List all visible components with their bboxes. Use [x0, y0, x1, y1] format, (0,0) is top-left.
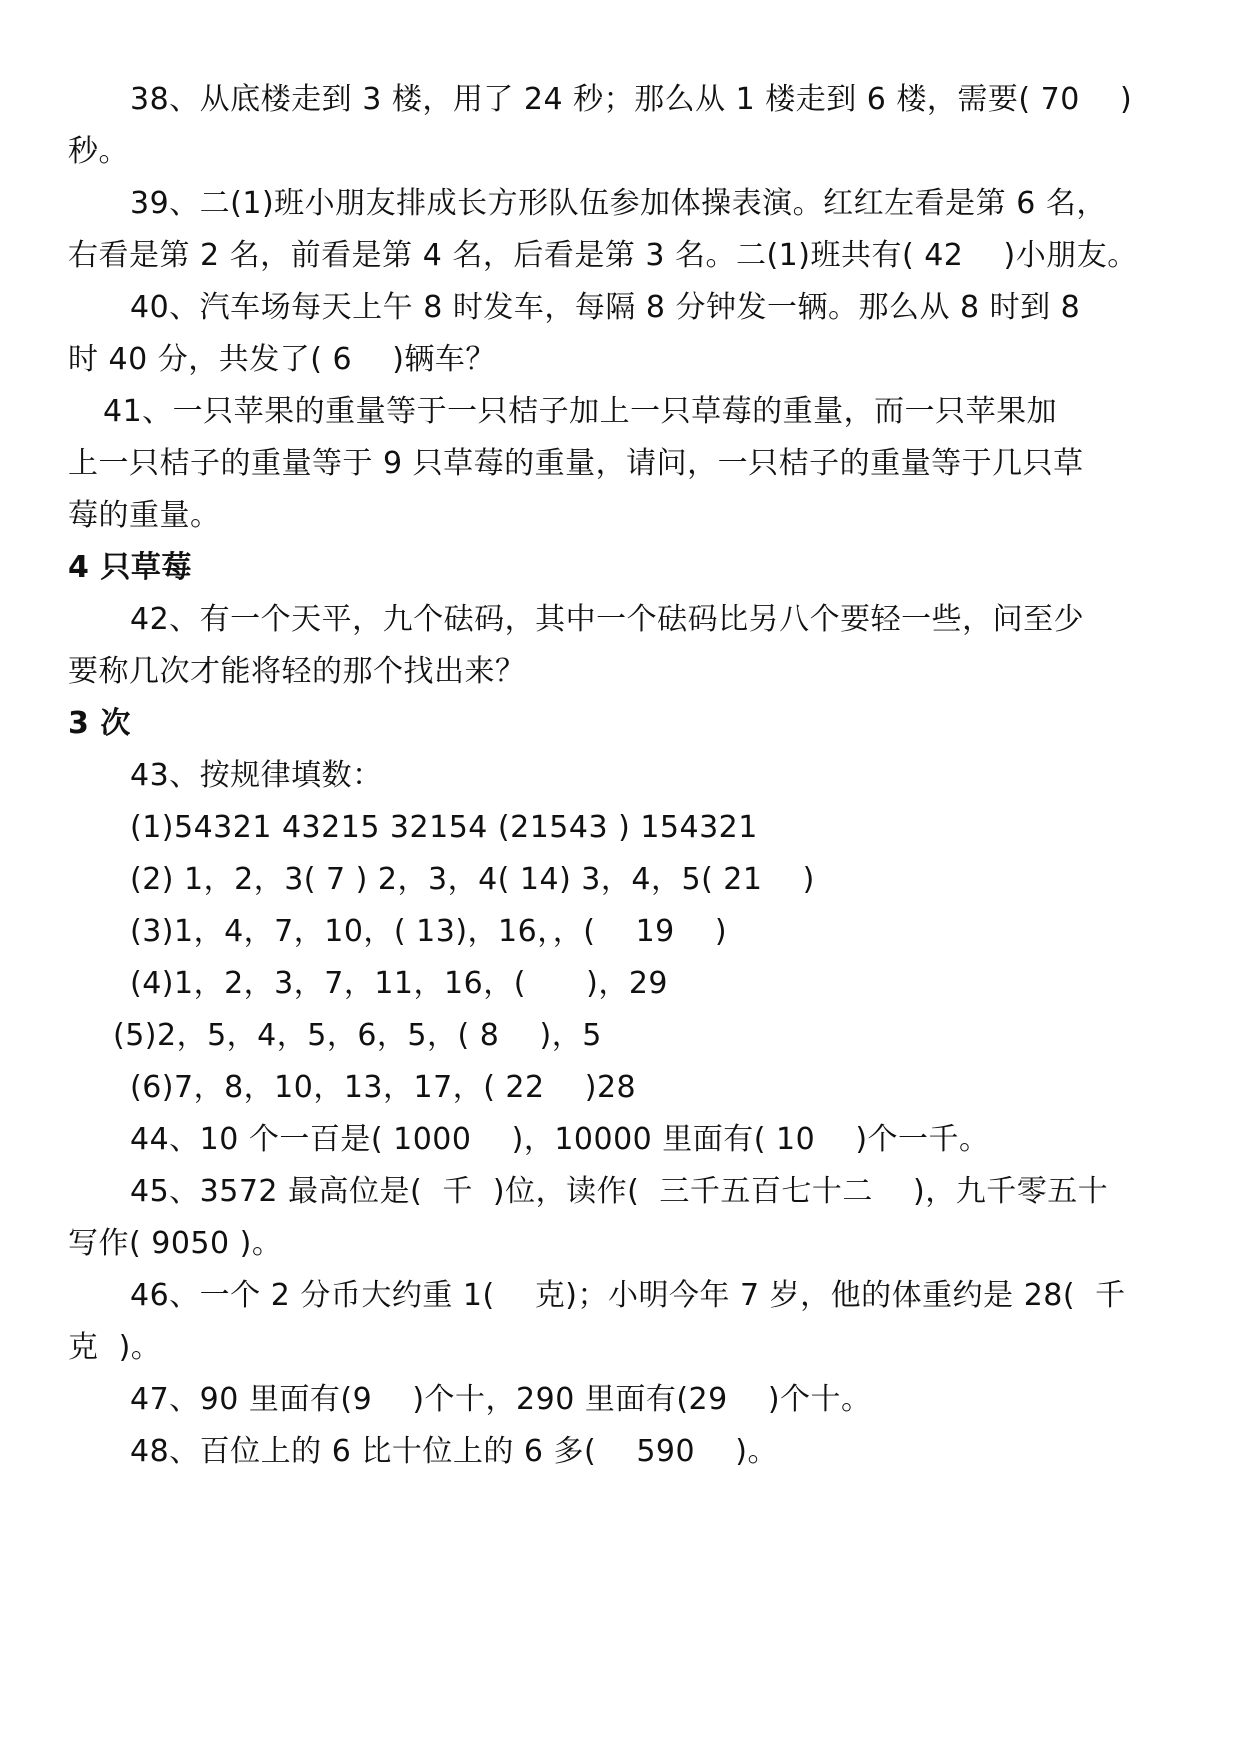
question-38-continuation: 秒。 — [68, 134, 129, 169]
question-43-part-2: (2) 1，2，3( 7 ) 2，3，4( 14) 3，4，5( 21 ) — [130, 862, 815, 897]
question-43-part-4: (4)1，2，3，7，11，16，( )，29 — [130, 966, 668, 1001]
question-47: 47、90 里面有(9 )个十，290 里面有(29 )个十。 — [130, 1382, 872, 1417]
question-41: 41、一只苹果的重量等于一只桔子加上一只草莓的重量，而一只苹果加 — [103, 394, 1058, 429]
question-40: 40、汽车场每天上午 8 时发车，每隔 8 分钟发一辆。那么从 8 时到 8 — [130, 290, 1081, 325]
question-43: 43、按规律填数： — [130, 758, 383, 793]
question-45-continuation: 写作( 9050 )。 — [68, 1226, 283, 1261]
answer-41: 4 只草莓 — [68, 550, 192, 585]
question-43-part-1: (1)54321 43215 32154 (21543 ) 154321 — [130, 810, 758, 845]
question-40-continuation: 时 40 分，共发了( 6 )辆车？ — [68, 342, 496, 377]
question-48: 48、百位上的 6 比十位上的 6 多( 590 )。 — [130, 1434, 778, 1469]
question-44: 44、10 个一百是( 1000 )，10000 里面有( 10 )个一千。 — [130, 1122, 990, 1157]
question-43-part-6: (6)7，8，10，13，17，( 22 )28 — [130, 1070, 637, 1105]
question-39: 39、二(1)班小朋友排成长方形队伍参加体操表演。红红左看是第 6 名， — [130, 186, 1107, 221]
question-46: 46、一个 2 分币大约重 1( 克)；小明今年 7 岁，他的体重约是 28( 千 — [130, 1278, 1126, 1313]
answer-42: 3 次 — [68, 706, 131, 741]
question-38: 38、从底楼走到 3 楼，用了 24 秒；那么从 1 楼走到 6 楼，需要( 70 ) — [130, 82, 1133, 117]
question-43-part-3: (3)1，4，7，10，( 13)，16，，( 19 ) — [130, 914, 728, 949]
question-46-continuation: 克 )。 — [68, 1330, 162, 1365]
question-41-continuation-2: 莓的重量。 — [68, 498, 221, 533]
question-41-continuation-1: 上一只桔子的重量等于 9 只草莓的重量，请问，一只桔子的重量等于几只草 — [68, 446, 1084, 481]
question-45: 45、3572 最高位是( 千 )位，读作( 三千五百七十二 )，九千零五十 — [130, 1174, 1109, 1209]
question-42: 42、有一个天平，九个砝码，其中一个砝码比另八个要轻一些，问至少 — [130, 602, 1085, 637]
question-42-continuation: 要称几次才能将轻的那个找出来？ — [68, 654, 526, 689]
question-39-continuation: 右看是第 2 名，前看是第 4 名，后看是第 3 名。二(1)班共有( 42 )小朋友。 — [68, 238, 1138, 273]
question-43-part-5: (5)2，5，4，5，6，5，( 8 )，5 — [113, 1018, 602, 1053]
